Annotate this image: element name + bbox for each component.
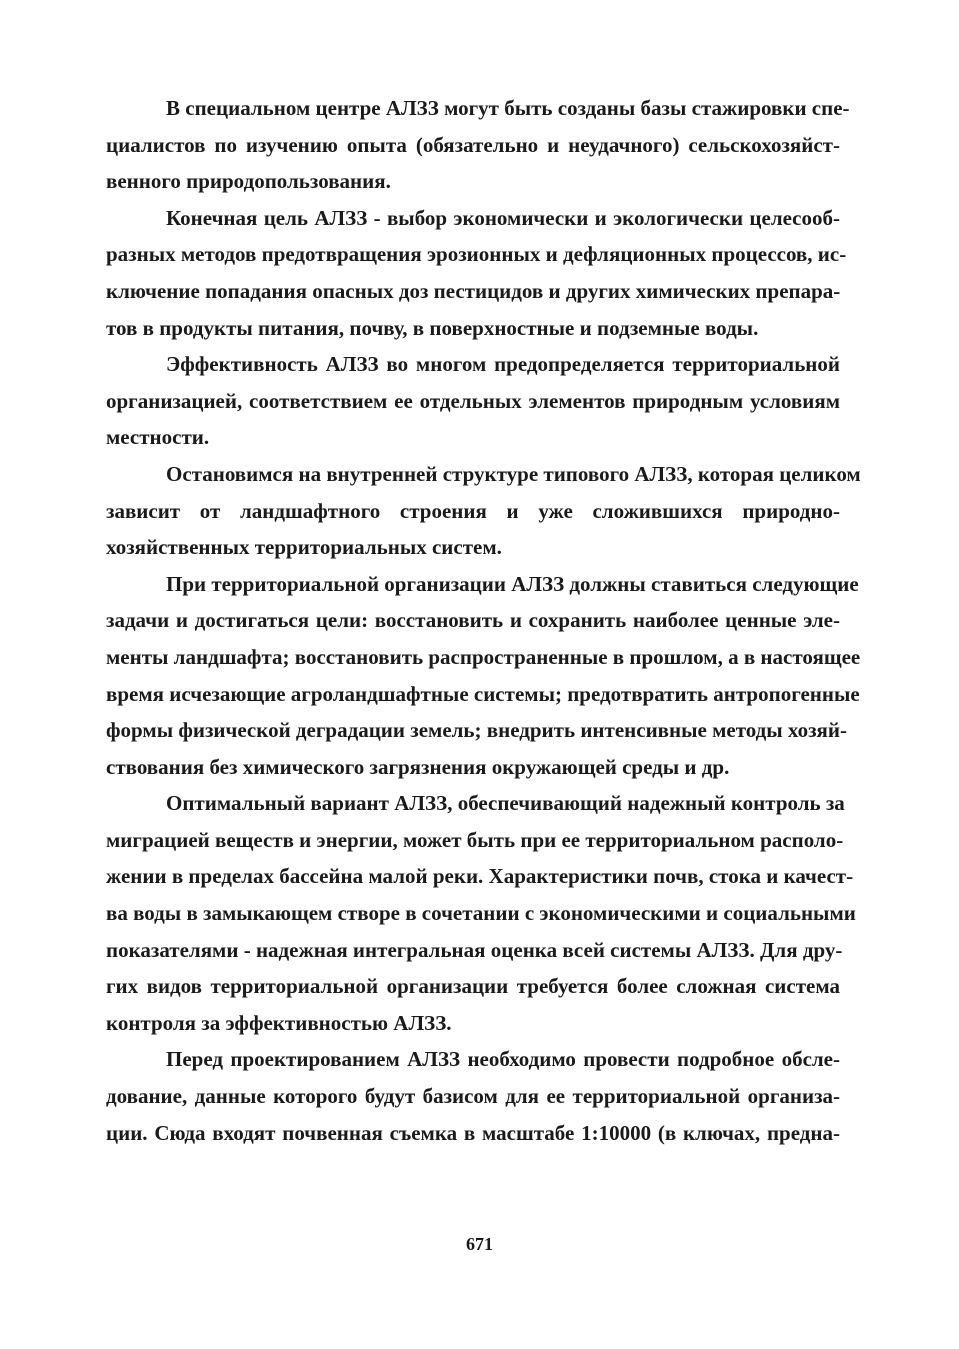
text-line: Перед проектированием АЛЗЗ необходимо провести подробное обсле- bbox=[166, 1047, 840, 1072]
text-line: задачи и достигаться цели: восстановить и сохранить наиболее ценные эле- bbox=[106, 608, 840, 633]
text-line: формы физической деградации земель; внедрить интенсивные методы хозяй- bbox=[106, 718, 848, 743]
page-number: 671 bbox=[466, 1234, 493, 1254]
text-line: хозяйственных территориальных систем. bbox=[106, 535, 502, 560]
text-line: местности. bbox=[106, 425, 210, 450]
paragraph bbox=[106, 346, 840, 456]
text-line: жении в пределах бассейна малой реки. Характеристики почв, стока и качест- bbox=[106, 864, 854, 889]
paragraph bbox=[106, 200, 847, 346]
text-line: время исчезающие агроландшафтные системы; предотвратить антропогенные bbox=[106, 681, 860, 706]
text-line: менты ландшафта; восстановить распространенные в прошлом, а в настоящее bbox=[106, 644, 861, 669]
text-line: Оптимальный вариант АЛЗЗ, обеспечивающий надежный контроль за bbox=[166, 791, 845, 816]
text-line: гих видов территориальной организации требуется более сложная система bbox=[106, 974, 840, 999]
paragraph bbox=[106, 90, 850, 200]
text-line: циалистов по изучению опыта (обязательно и неудачного) сельскохозяйст- bbox=[106, 132, 840, 157]
text-line: венного природопользования. bbox=[106, 169, 391, 194]
body-text bbox=[106, 90, 861, 1151]
paragraph bbox=[106, 785, 856, 1041]
text-line: ключение попадания опасных доз пестицидов и других химических препара- bbox=[106, 278, 841, 303]
text-line: организацией, соответствием ее отдельных элементов природным условиям bbox=[106, 388, 840, 413]
paragraph bbox=[106, 456, 861, 566]
text-line: В специальном центре АЛЗЗ могут быть созданы базы стажировки спе- bbox=[166, 96, 850, 120]
paragraph bbox=[106, 1041, 840, 1151]
text-line: зависит от ландшафтного строения и уже сложившихся природно- bbox=[106, 498, 840, 523]
text-line: ствования без химического загрязнения окружающей среды и др. bbox=[106, 754, 730, 779]
text-line: показателями - надежная интегральная оценка всей системы АЛЗЗ. Для дру- bbox=[106, 937, 843, 962]
text-line: тов в продукты питания, почву, в поверхностные и подземные воды. bbox=[106, 315, 759, 340]
text-line: контроля за эффективностью АЛЗЗ. bbox=[106, 1010, 452, 1035]
text-line: разных методов предотвращения эрозионных и дефляционных процессов, ис- bbox=[106, 242, 847, 267]
text-line: Остановимся на внутренней структуре типового АЛЗЗ, которая целиком bbox=[166, 461, 861, 486]
text-line: ции. Сюда входят почвенная съемка в масштабе 1:10000 (в ключах, предна- bbox=[106, 1120, 840, 1145]
text-line: дование, данные которого будут базисом для ее территориальной организа- bbox=[106, 1084, 840, 1109]
text-line: При территориальной организации АЛЗЗ должны ставиться следующие bbox=[166, 571, 859, 596]
paragraph bbox=[106, 566, 861, 786]
text-line: ва воды в замыкающем створе в сочетании с экономическими и социальными bbox=[106, 901, 856, 926]
text-line: Эффективность АЛЗЗ во многом предопределяется территориальной bbox=[166, 352, 840, 377]
text-line: миграцией веществ и энергии, может быть при ее территориальном располо- bbox=[106, 827, 844, 852]
text-line: Конечная цель АЛЗЗ - выбор экономически и экологически целесооб- bbox=[166, 205, 840, 230]
